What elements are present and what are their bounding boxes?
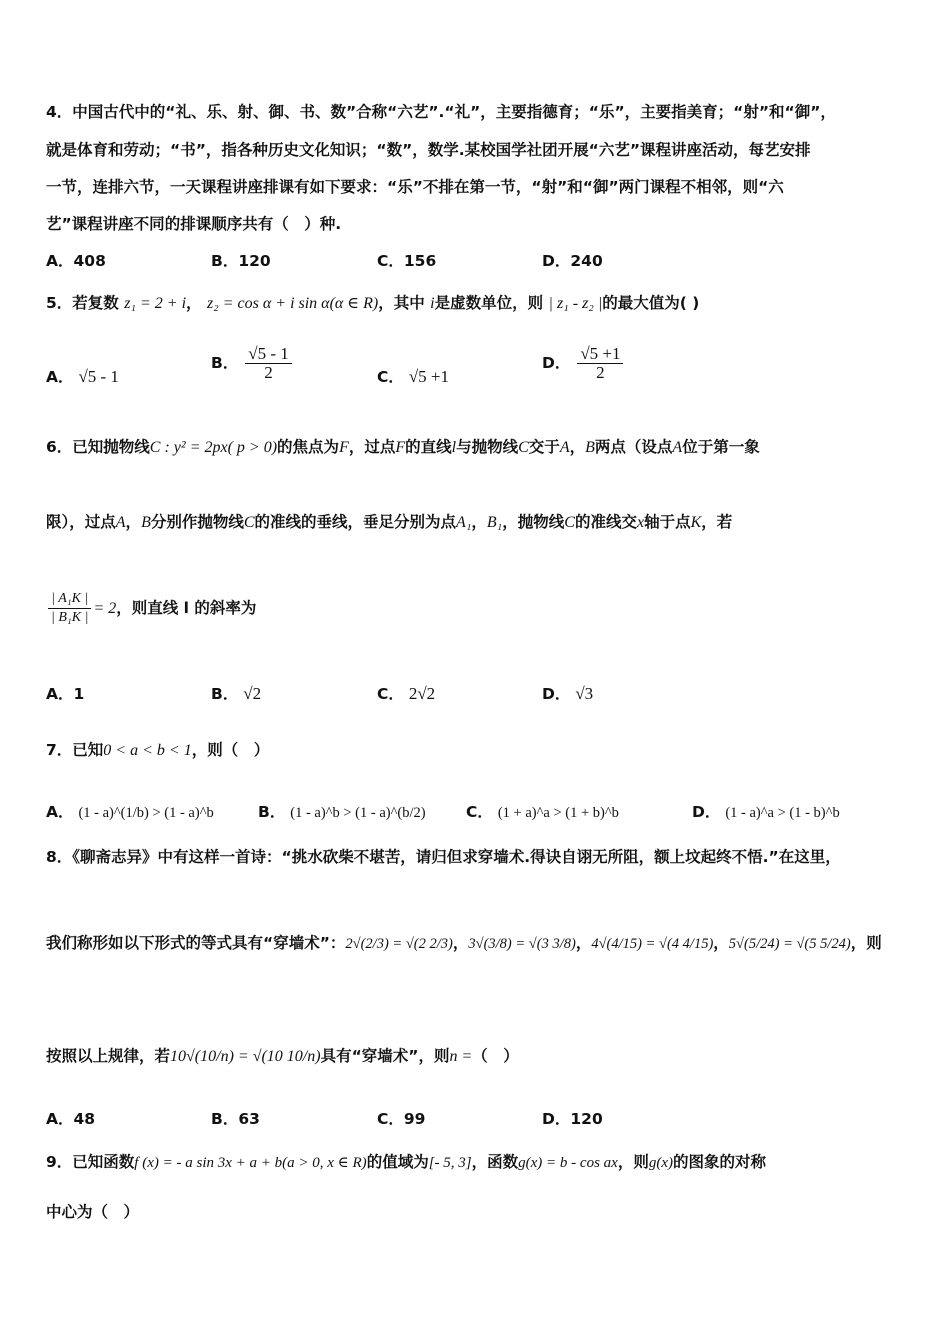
q4-option-d[interactable]: [542, 249, 603, 271]
q8-text: （ ）: [472, 1047, 519, 1065]
q6-line-2: [46, 512, 910, 533]
q9-line-1: [46, 1152, 910, 1173]
q6-text: ，过点: [348, 438, 396, 456]
ratio-denominator: | B₁K |: [51, 610, 89, 625]
option-value: (1 - a)^b > (1 - a)^(b/2): [290, 805, 426, 821]
q4-options: [46, 249, 910, 281]
ratio-numerator: | A₁K |: [48, 590, 91, 609]
q9-text: 的值域为: [366, 1153, 429, 1171]
q7-prefix: 7．已知: [46, 741, 104, 759]
option-letter: B．: [211, 354, 239, 372]
option-letter: B．: [211, 1110, 239, 1128]
option-letter: B．: [211, 685, 239, 703]
option-letter: A．: [46, 803, 74, 821]
fraction-denominator: 2: [596, 363, 605, 382]
q6-text: 轴于点: [644, 513, 691, 531]
option-value: 1: [73, 685, 85, 703]
option-letter: D．: [542, 1110, 571, 1128]
q8-option-a[interactable]: [46, 1107, 95, 1129]
q8-line-1: 8．《聊斋志异》中有这样一首诗：“挑水砍柴不堪苦，请归但求穿墙术.得诀自诩无所阻，额上坟起终不悟.”在这里，: [46, 848, 841, 866]
q5-suffix: 的最大值为( ): [602, 294, 700, 312]
option-letter: C．: [377, 1110, 404, 1128]
q6-line-1: [46, 437, 910, 458]
q5-z2: z₂ = cos α + i sin α(α ∈ R): [206, 295, 379, 312]
q8-n: n =: [449, 1048, 473, 1065]
option-value: 99: [403, 1110, 426, 1128]
q9-gx: g(x): [648, 1155, 673, 1171]
option-fraction: [577, 345, 623, 382]
q9-text: 9．已知函数: [46, 1153, 135, 1171]
q6-text: 限），过点: [46, 513, 116, 531]
option-letter: D．: [692, 803, 721, 821]
q8-eq-2: 3√(3/8) = √(3 3/8): [468, 936, 576, 952]
q5-option-b[interactable]: [211, 345, 294, 382]
q6-A: A: [559, 439, 570, 456]
q9-text: ，函数: [471, 1153, 519, 1171]
option-value: 120: [570, 1110, 603, 1128]
q9-line-2: 中心为（ ）: [46, 1203, 140, 1221]
q6-option-d[interactable]: [542, 682, 593, 704]
q9-g: g(x) = b - cos ax: [518, 1155, 618, 1171]
q6-A1: A₁: [456, 514, 472, 531]
q5-option-c[interactable]: [377, 365, 449, 387]
q8-text: 具有“穿墙术”，则: [320, 1047, 450, 1065]
q6-parabola-eq: C : y² = 2px( p > 0): [149, 439, 278, 456]
option-letter: C．: [377, 685, 404, 703]
q8-eq-1: 2√(2/3) = √(2 2/3): [345, 936, 453, 952]
q4-option-b[interactable]: [211, 249, 271, 271]
q6-text: 的焦点为: [277, 438, 340, 456]
q4-line-2: 就是体育和劳动；“书”，指各种历史文化知识；“数”，数学.某校国学社团开展“六艺”课程讲座活动，每艺安排: [46, 141, 811, 159]
q9-f: f (x) = - a sin 3x + a + b(a > 0, x ∈ R): [134, 1155, 367, 1171]
q7-option-b[interactable]: [258, 800, 426, 822]
q6-C: C: [518, 439, 529, 456]
option-letter: A．: [46, 685, 74, 703]
option-fraction: [245, 345, 292, 382]
q5-z1: z₁ = 2 + i: [124, 295, 187, 312]
q6-line-3: [46, 588, 910, 628]
q9-text: ，则: [617, 1153, 649, 1171]
q8-text: 我们称形如以下形式的等式具有“穿墙术”：: [46, 934, 346, 952]
q8-eq-n: 10√(10/n) = √(10 10/n): [170, 1048, 321, 1065]
option-value: √5 - 1: [78, 367, 119, 386]
fraction-numerator: √5 - 1: [245, 345, 292, 364]
q6-option-b[interactable]: [211, 682, 261, 704]
q6-option-a[interactable]: [46, 682, 84, 704]
q5-prefix: 5．若复数: [46, 294, 119, 312]
q6-text: 的直线: [405, 438, 452, 456]
q7-stem: [46, 740, 910, 761]
q6-A: A: [672, 439, 683, 456]
q6-x: x: [636, 514, 645, 531]
q4-line-4: 艺”课程讲座不同的排课顺序共有（ ）种.: [46, 215, 342, 233]
option-value: 2√2: [408, 684, 436, 703]
fraction-numerator: √5 +1: [577, 345, 623, 364]
q4-line-3: 一节，连排六节，一天课程讲座排课有如下要求：“乐”不排在第一节，“射”和“御”两门课程不相邻，则“六: [46, 178, 784, 196]
q6-C: C: [564, 514, 575, 531]
option-letter: A．: [46, 368, 74, 386]
option-letter: A．: [46, 1110, 74, 1128]
option-value: √5 +1: [408, 367, 449, 386]
option-value: 240: [570, 252, 603, 270]
q6-text: 位于第一象: [682, 438, 760, 456]
option-letter: C．: [466, 803, 493, 821]
q5-options: [46, 345, 910, 393]
q9-range: [- 5, 3]: [428, 1155, 472, 1171]
q8-line-3: [46, 1046, 910, 1067]
q6-F: F: [395, 439, 406, 456]
q6-ratio: [48, 590, 91, 627]
q6-l: l: [451, 439, 457, 456]
q6-B: B: [585, 439, 595, 456]
q8-text: ，则: [850, 934, 882, 952]
option-value: 408: [73, 252, 106, 270]
q9-text: 的图象的对称: [672, 1153, 766, 1171]
option-letter: B．: [258, 803, 286, 821]
option-value: 63: [238, 1110, 260, 1128]
option-value: 120: [238, 252, 271, 270]
q8-line-2: 我们称形如以下形式的等式具有“穿墙术”：2√(2/3) = √(2 2/3)，3√(3/8) = √(3 3/8)，4√(4/15) = √(4 4/15)，5√(5/24) = √(5 5/24)，则: [46, 934, 882, 952]
q5-option-a[interactable]: [46, 365, 119, 387]
q6-text: ，: [569, 438, 586, 456]
q6-text: 交于: [528, 438, 560, 456]
q6-option-c[interactable]: [377, 682, 435, 704]
q5-abs: | z₁ - z₂ |: [548, 295, 603, 312]
fraction-denominator: 2: [264, 363, 273, 382]
option-letter: C．: [377, 368, 404, 386]
q6-text: ，: [125, 513, 142, 531]
q6-text: ，若: [701, 513, 733, 531]
option-value: √2: [243, 684, 262, 703]
q6-text: 分别作抛物线: [150, 513, 244, 531]
q5-sep: ，: [186, 294, 202, 312]
q8-option-b[interactable]: [211, 1107, 260, 1129]
q7-options: [46, 800, 910, 832]
q6-options: [46, 682, 910, 714]
q8-eq-3: 4√(4/15) = √(4 4/15): [591, 936, 714, 952]
q6-text: 的准线的垂线，垂足分别为点: [254, 513, 457, 531]
q4-line-1: 4．中国古代中的“礼、乐、射、御、书、数”合称“六艺”.“礼”，主要指德育；“乐”，主要指美育；“射”和“御”，: [46, 103, 836, 121]
q5-i: i: [430, 295, 435, 312]
q8-text: 按照以上规律，若: [46, 1047, 171, 1065]
q6-text: 与抛物线: [456, 438, 519, 456]
option-value: 156: [403, 252, 437, 270]
option-value: (1 - a)^(1/b) > (1 - a)^b: [78, 805, 214, 821]
option-letter: D．: [542, 685, 571, 703]
q4-option-a[interactable]: [46, 249, 106, 271]
q6-A: A: [115, 514, 126, 531]
q6-B1: B₁: [486, 514, 503, 531]
q7-condition: 0 < a < b < 1: [103, 742, 192, 759]
option-value: 48: [73, 1110, 96, 1128]
q6-F: F: [339, 439, 349, 456]
q5-mid2: 是虚数单位，则: [434, 294, 544, 312]
q8-eq-4: 5√(5/24) = √(5 5/24): [728, 936, 851, 952]
option-letter: B．: [211, 252, 239, 270]
option-value: (1 - a)^a > (1 - b)^b: [725, 805, 840, 821]
q6-text: 6．已知抛物线: [46, 438, 150, 456]
q8-options: [46, 1107, 910, 1139]
q6-text: 两点（设点: [594, 438, 673, 456]
q8-option-d[interactable]: [542, 1107, 603, 1129]
option-value: √3: [575, 684, 594, 703]
option-value: (1 + a)^a > (1 + b)^b: [497, 805, 619, 821]
q5-mid: ，其中: [378, 294, 425, 312]
q6-text: ，抛物线: [502, 513, 565, 531]
q6-K: K: [690, 514, 702, 531]
q8-option-c[interactable]: [377, 1107, 425, 1129]
q7-option-d[interactable]: [692, 800, 840, 822]
option-letter: D．: [542, 252, 571, 270]
q4-option-c[interactable]: [377, 249, 436, 271]
q7-option-c[interactable]: [466, 800, 619, 822]
q6-C: C: [243, 514, 255, 531]
q7-option-a[interactable]: [46, 800, 214, 822]
option-letter: C．: [377, 252, 404, 270]
option-letter: D．: [542, 354, 571, 372]
q5-stem: [46, 293, 910, 314]
q6-ratio-eq: = 2: [93, 600, 117, 617]
q6-text: 的准线交: [574, 513, 637, 531]
q6-text: ，则直线 l 的斜率为: [116, 599, 257, 617]
option-letter: A．: [46, 252, 74, 270]
q6-B: B: [141, 514, 151, 531]
q7-suffix: ，则（ ）: [191, 741, 270, 759]
q5-option-d[interactable]: [542, 345, 625, 382]
q6-text: ，: [471, 513, 487, 531]
